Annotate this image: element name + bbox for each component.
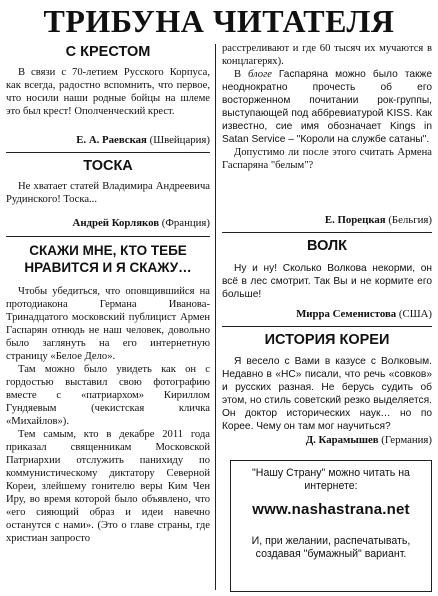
signature-raevskaya xyxy=(76,134,210,147)
author-name: Д. Карамышев xyxy=(305,434,379,446)
website-promo-box xyxy=(230,460,432,592)
author-name: Мирра Семенистова xyxy=(296,308,397,320)
author-country: (Франция) xyxy=(161,217,210,229)
page-title: ТРИБУНА ЧИТАТЕЛЯ xyxy=(43,3,395,39)
letter-text-istoriya-korei: Я весело с Вами в казусе с Волковым. Недавно в «НС» писали, что речь «совков» и русских разная. Не берусь судить об этом, но стиль советский резко выделяется. Он доктор исторических наук… но по Корее. Чему он там мог научиться? xyxy=(222,356,432,432)
heading-istoriya-korei: ИСТОРИЯ КОРЕИ xyxy=(264,332,390,348)
heading-skazhi-mne: СКАЖИ МНЕ, КТО ТЕБЕ НРАВИТСЯ И Я СКАЖУ… xyxy=(24,243,192,275)
promo-print-text: И, при желании, распечатывать, создавая "бумажный" вариант. xyxy=(251,535,411,560)
heading-s-krestom: С КРЕСТОМ xyxy=(65,44,151,60)
letter-text-s-krestom: В связи с 70-летием Русского Корпуса, как всегда, радостно вспомнить, что первое, что носили наши родные бойцы на шлеме это был крест! Ополченческий крест. xyxy=(6,67,210,117)
author-name: Андрей Корляков xyxy=(72,217,160,229)
letter-text-volk: Ну и ну! Сколько Волкова некорми, он всё в лес смотрит. Так Вы и не кормите его больше! xyxy=(222,263,432,300)
letter-text-skazhi-mne: Чтобы убедиться, что оповщившийся на протодиакона Германа Иванова-Тринадцатого московский публицист Армен Гаспарян отнюдь не наш человек, довольно было заглянуть на его интернетную страницу «Белое Дело». Там можно было увидеть как он с гордостью выставил свою фотографию вместе с «патриархом» Кириллом Гундяевым (чекистская кличка «Михайлов»). Тем самым, кто в декабре 2011 года приказал священникам Московской Патриархии отслужить панихиду по коммунистическому диктатору Северной Кореи, злейшему гонителю веры Ким Чен Иру, во время которой было объявлено, что «его сияющий образ и идеи навечно останутся с нами». (Это о главе страны, где христиан запросто xyxy=(6,286,210,544)
letter-text-toska: Не хватает статей Владимира Андреевича Рудинского! Тоска... xyxy=(6,181,210,205)
left-column xyxy=(6,42,210,596)
author-name: Е. А. Раевская xyxy=(76,134,147,146)
signature-karamyshev xyxy=(306,434,432,447)
signature-korlyakov xyxy=(73,217,210,230)
section-divider xyxy=(6,236,210,237)
right-column xyxy=(222,42,432,596)
promo-intro-text: "Нашу Страну" можно читать на интернете: xyxy=(252,467,410,492)
letter-text-continued: расстреливают и где 60 тысяч их мучаются в концлагерях). В блоге Гаспаряна можно было также неоднократно прочесть об его восторженном почитании рок-группы, выступающей под аббревиатурой KISS. Как известно, сие имя обозначает Kings in Satan Service – "Короли на службе сатаны". Допустимо ли после этого считать Армена Гаспаряна "белым"? xyxy=(222,43,432,171)
website-url: www.nashastrana.net xyxy=(252,501,410,518)
heading-volk: ВОЛК xyxy=(306,238,348,254)
author-country: (Бельгия) xyxy=(388,214,432,226)
section-divider xyxy=(6,152,210,153)
signature-semenistova xyxy=(296,308,432,321)
section-divider xyxy=(222,232,432,233)
author-country: (США) xyxy=(398,308,432,320)
signature-poretskaya xyxy=(325,214,432,227)
column-divider xyxy=(215,44,216,590)
section-divider xyxy=(222,326,432,327)
author-name: Е. Порецкая xyxy=(324,214,386,226)
author-country: (Швейцария) xyxy=(149,134,210,146)
author-country: (Германия) xyxy=(381,434,432,446)
heading-toska: ТОСКА xyxy=(83,158,133,174)
